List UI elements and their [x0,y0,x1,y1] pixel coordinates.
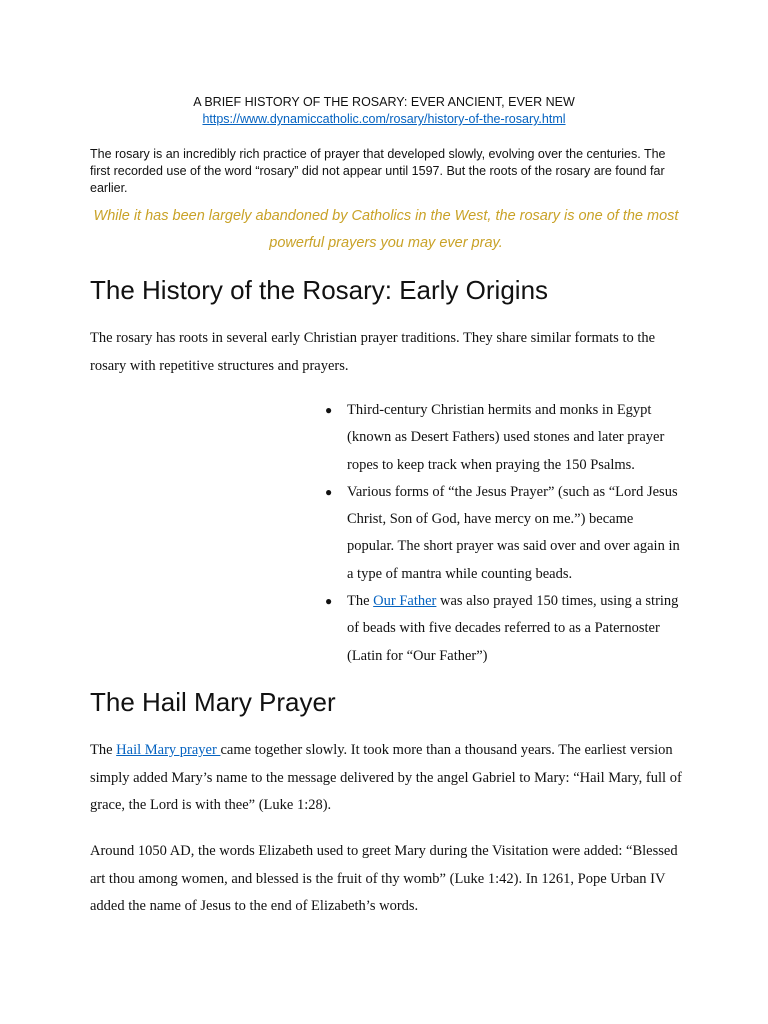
hail-mary-paragraph-1 [90,737,686,820]
list-item-text-before: The [347,593,374,610]
list-item-text-after: was also prayed 150 times, using a string of beads with five decades referred to as a Paternoster (Latin for “Our Father”) [347,593,679,664]
hail-mary-paragraph-2: Around 1050 AD, the words Elizabeth used to greet Mary during the Visitation were added: “Blessed art thou among women, and blessed is the fruit of thy womb” (Luke 1:42). In 1261, Pope Urban IV added the name of Jesus to the end of Elizabeth’s words. [90,843,678,914]
pull-quote: While it has been largely abandoned by Catholics in the West, the rosary is one of the most powerful prayers you may ever pray. [93,208,679,251]
list-item-text: Various forms of “the Jesus Prayer” (such as “Lord Jesus Christ, Son of God, have mercy on me.”) became popular. The short prayer was said over and over again in a type of mantra while counting beads. [347,483,680,582]
hail-mary-prayer-link[interactable]: Hail Mary prayer [116,742,221,758]
list-item [322,479,682,588]
early-origins-bullet-list [322,397,682,670]
list-item-text: Third-century Christian hermits and monks in Egypt (known as Desert Fathers) used stones and later prayer ropes to keep track when praying the 150 Psalms. [347,402,665,473]
our-father-link[interactable]: Our Father [373,593,437,610]
bullet-icon: ● [325,403,333,417]
section-heading-early-origins: The History of the Rosary: Early Origins [90,275,549,305]
bullet-icon: ● [325,594,333,609]
hail-mary-text-after: came together slowly. It took more than a thousand years. The earliest version simply added Mary’s name to the message delivered by the angel Gabriel to Mary: “Hail Mary, full of grace, the Lord is with thee” (Luke 1:28). [90,742,682,813]
document-title: A BRIEF HISTORY OF THE ROSARY: EVER ANCIENT, EVER NEW [193,95,575,109]
bullet-icon: ● [325,484,333,499]
early-origins-paragraph: The rosary has roots in several early Christian prayer traditions. They share similar formats to the rosary with repetitive structures and prayers. [90,330,656,374]
intro-paragraph: The rosary is an incredibly rich practice of prayer that developed slowly, evolving over the centuries. The first recorded use of the word “rosary” did not appear until 1597. But the roots of the rosary are found far earlier. [90,147,666,195]
list-item [322,397,682,479]
source-url-link[interactable]: https://www.dynamiccatholic.com/rosary/history-of-the-rosary.html [202,112,566,126]
hail-mary-text-before: The [90,742,117,758]
section-heading-hail-mary: The Hail Mary Prayer [90,687,336,717]
list-item [322,588,682,670]
